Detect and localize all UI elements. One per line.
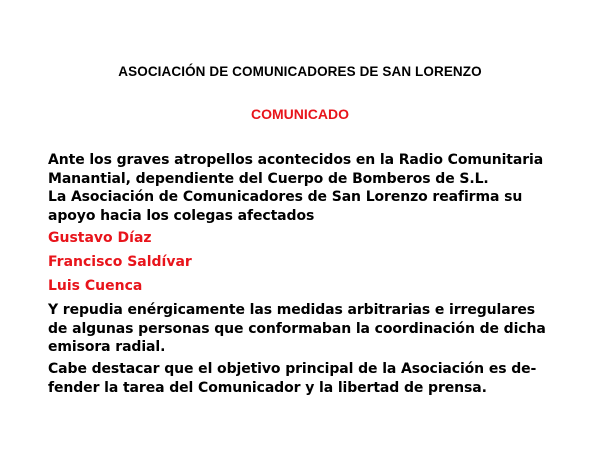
paragraph-line: Ante los graves atropellos acontecidos en la Radio Comunitaria	[48, 152, 544, 168]
organization-title: ASOCIACIÓN DE COMUNICADORES DE SAN LORENZO	[118, 64, 482, 79]
comunicado-heading: COMUNICADO	[251, 106, 349, 122]
colleague-name-1: Gustavo Díaz	[48, 230, 152, 246]
paragraph-line: Manantial, dependiente del Cuerpo de Bomberos de S.L.	[48, 170, 489, 187]
paragraph-line: de algunas personas que conformaban la coordinación de dicha	[48, 320, 546, 337]
paragraph-line: apoyo hacia los colegas afectados	[48, 207, 315, 224]
paragraph-line: emisora radial.	[48, 339, 166, 355]
colleague-name-2: Francisco Saldívar	[48, 254, 192, 270]
paragraph-line: Y repudia enérgicamente las medidas arbitrarias e irregulares	[48, 302, 536, 318]
paragraph-line: La Asociación de Comunicadores de San Lorenzo reafirma su	[48, 189, 523, 205]
paragraph-line: Cabe destacar que el objetivo principal de la Asociación es de-	[48, 361, 537, 377]
colleague-name-3: Luis Cuenca	[48, 278, 143, 294]
paragraph-line: fender la tarea del Comunicador y la libertad de prensa.	[48, 379, 487, 396]
paragraph-intro	[48, 151, 568, 225]
paragraph-objective	[48, 360, 568, 397]
paragraph-repudiation	[48, 301, 568, 357]
